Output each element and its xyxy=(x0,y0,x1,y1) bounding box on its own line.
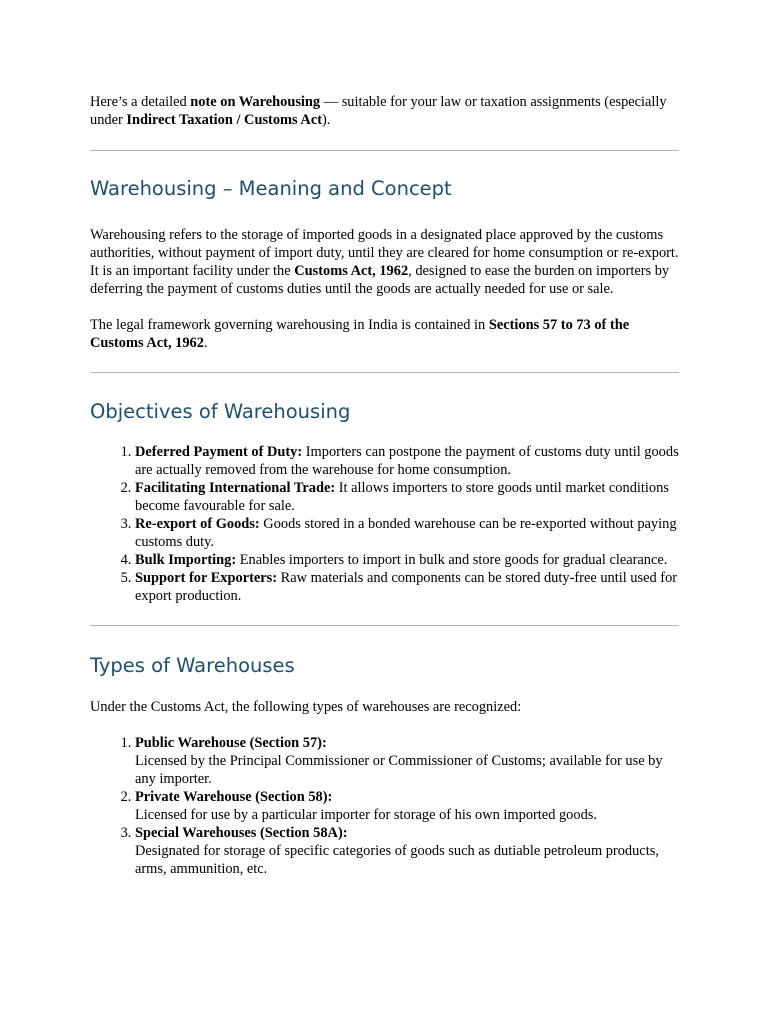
list-item-text: Goods stored in a bonded warehouse can be re-exported without paying customs duty. xyxy=(135,516,677,550)
list-item-text: Licensed by the Principal Commissioner or Commissioner of Customs; available for use by any importer. xyxy=(135,753,663,787)
meaning-text-a: Warehousing refers to the storage of imported goods in a designated place approved by the customs authorities, without payment of import duty, until they are cleared for home consumption or re-export. It is an important facility under the xyxy=(90,227,679,279)
section-heading-types: Types of Warehouses xyxy=(90,654,295,677)
list-item-text: It allows importers to store goods until market conditions become favourable for sale. xyxy=(135,480,669,514)
framework-text-b: . xyxy=(203,335,208,351)
list-item xyxy=(135,479,679,515)
list-item xyxy=(135,551,679,569)
legal-framework-paragraph xyxy=(90,316,679,352)
intro-paragraph xyxy=(90,93,679,129)
section-heading-objectives: Objectives of Warehousing xyxy=(90,400,351,423)
list-item-title: Facilitating International Trade: xyxy=(135,480,336,496)
list-item xyxy=(135,515,679,551)
objectives-list xyxy=(90,443,679,605)
list-item-text: Licensed for use by a particular importer for storage of his own imported goods. xyxy=(135,807,597,823)
list-item-text: Enables importers to import in bulk and store goods for gradual clearance. xyxy=(236,552,668,568)
list-item-title: Special Warehouses (Section 58A): xyxy=(135,825,348,841)
framework-text-a: The legal framework governing warehousing in India is contained in xyxy=(90,317,489,333)
list-item-title: Private Warehouse (Section 58): xyxy=(135,789,333,805)
list-item xyxy=(135,443,679,479)
intro-bold-act: Indirect Taxation / Customs Act xyxy=(126,112,323,128)
list-item-title: Bulk Importing: xyxy=(135,552,237,568)
list-item-text: Importers can postpone the payment of customs duty until goods are actually removed from the warehouse for home consumption. xyxy=(135,444,679,478)
intro-mid: — suitable for your law or taxation assignments (especially under xyxy=(90,94,667,128)
divider xyxy=(90,625,679,626)
list-item xyxy=(135,734,679,788)
intro-end: ). xyxy=(322,112,331,128)
meaning-paragraph xyxy=(90,226,679,298)
list-item-title: Support for Exporters: xyxy=(135,570,278,586)
list-item xyxy=(135,788,679,824)
section-heading-meaning: Warehousing – Meaning and Concept xyxy=(90,177,452,200)
list-item-title: Re-export of Goods: xyxy=(135,516,260,532)
meaning-bold-act: Customs Act, 1962 xyxy=(294,263,409,279)
intro-bold-note: note on Warehousing xyxy=(190,94,321,110)
warehouse-types-list xyxy=(90,734,679,878)
document-page xyxy=(90,93,679,878)
list-item xyxy=(135,824,679,878)
list-item-text: Raw materials and components can be stored duty-free until used for export production. xyxy=(135,570,678,604)
framework-bold-sections: Sections 57 to 73 of the Customs Act, 1962 xyxy=(90,317,630,351)
list-item-title: Public Warehouse (Section 57): xyxy=(135,735,327,751)
divider xyxy=(90,150,679,151)
meaning-text-b: , designed to ease the burden on importers by deferring the payment of customs duties until the goods are actually needed for use or sale. xyxy=(90,263,670,297)
list-item xyxy=(135,569,679,605)
intro-lead: Here’s a detailed xyxy=(90,94,191,110)
types-intro-paragraph: Under the Customs Act, the following types of warehouses are recognized: xyxy=(90,699,522,715)
divider xyxy=(90,372,679,373)
list-item-title: Deferred Payment of Duty: xyxy=(135,444,303,460)
list-item-text: Designated for storage of specific categories of goods such as dutiable petroleum products, arms, ammunition, etc. xyxy=(135,843,659,877)
